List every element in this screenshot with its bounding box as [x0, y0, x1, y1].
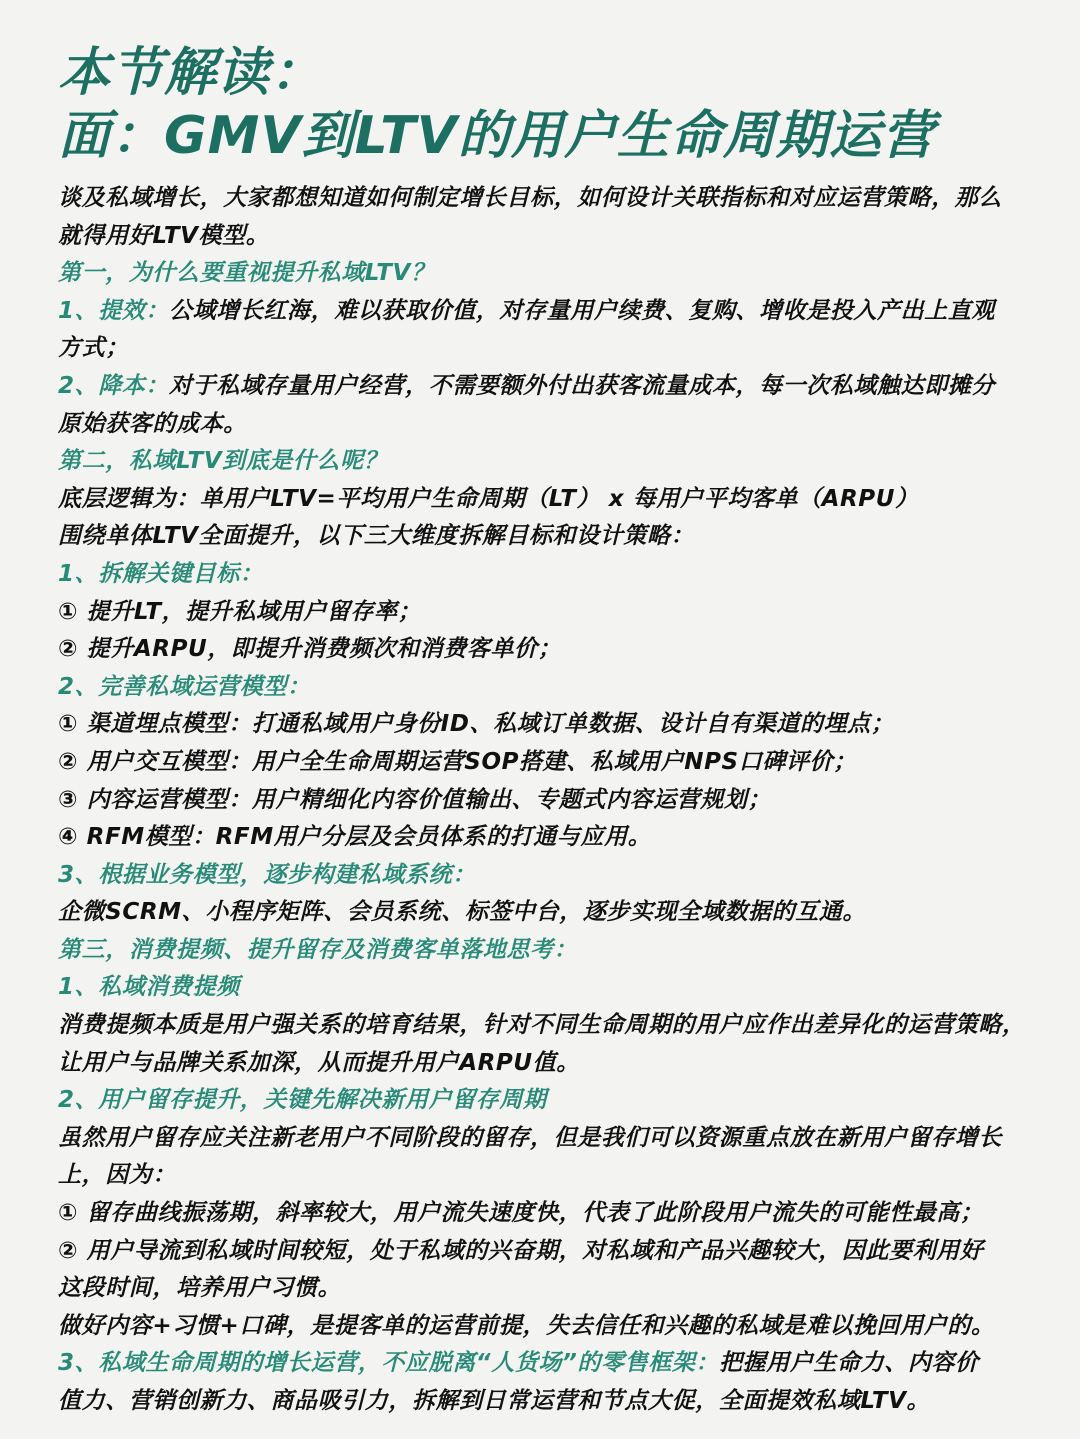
section-heading: 3、根据业务模型，逐步构建私域系统：: [58, 861, 476, 888]
paragraph-line: ① 提升LT，提升私域用户留存率；: [58, 598, 422, 625]
paragraph-line: ② 用户交互模型：用户全生命周期运营SOP搭建、私域用户NPS口碑评价；: [58, 748, 857, 775]
title-line-1: 本节解读：: [58, 43, 324, 103]
article-body: [58, 180, 1036, 1421]
paragraph-line: 企微SCRM、小程序矩阵、会员系统、标签中台，逐步实现全域数据的互通。: [58, 899, 867, 926]
section-heading: 1、私域消费提频: [58, 974, 240, 1001]
paragraph-label: 1、提效：: [58, 297, 170, 324]
paragraph-line: 谈及私域增长，大家都想知道如何制定增长目标，如何设计关联指标和对应运营策略，那么: [58, 185, 1002, 211]
paragraph-line: ② 提升ARPU，即提升消费频次和消费客单价；: [58, 636, 562, 663]
paragraph-line: ② 用户导流到私域时间较短，处于私域的兴奋期，对私域和产品兴趣较大，因此要利用好: [58, 1237, 984, 1264]
labeled-paragraph-line: [58, 1345, 1036, 1383]
paragraph-line: 虽然用户留存应关注新老用户不同阶段的留存，但是我们可以资源重点放在新用户留存增长: [58, 1124, 1002, 1151]
page-title: [58, 42, 1036, 168]
paragraph-line: 上，因为：: [58, 1162, 176, 1189]
section-heading: 2、用户留存提升，关键先解决新用户留存周期: [58, 1087, 547, 1114]
labeled-paragraph-line: [58, 368, 1036, 406]
section-heading: 2、完善私域运营模型：: [58, 673, 311, 700]
paragraph-line: ③ 内容运营模型：用户精细化内容价值输出、专题式内容运营规划；: [58, 786, 772, 813]
section-heading: 第三，消费提频、提升留存及消费客单落地思考：: [58, 936, 578, 963]
paragraph-text: 公域增长红海，难以获取价值，对存量用户续费、复购、增收是投入产出上直观: [169, 297, 996, 324]
paragraph-label: 3、私域生命周期的增长运营，不应脱离“人货场”的零售框架：: [58, 1350, 720, 1377]
title-line-2: 面：GMV到LTV的用户生命周期运营: [58, 106, 935, 166]
paragraph-line: 做好内容+习惯+口碑，是提客单的运营前提，失去信任和兴趣的私域是难以挽回用户的。: [58, 1312, 995, 1339]
paragraph-line: 原始获客的成本。: [58, 410, 247, 437]
paragraph-text: 把握用户生命力、内容价: [719, 1350, 979, 1377]
paragraph-text: 对于私域存量用户经营，不需要额外付出获客流量成本，每一次私域触达即摊分: [169, 372, 996, 399]
paragraph-line: 围绕单体LTV全面提升，以下三大维度拆解目标和设计策略：: [58, 523, 695, 550]
paragraph-line: 这段时间，培养用户习惯。: [58, 1275, 342, 1302]
paragraph-line: 就得用好LTV模型。: [58, 222, 270, 249]
paragraph-line: 消费提频本质是用户强关系的培育结果，针对不同生命周期的用户应作出差异化的运营策略，: [58, 1012, 1026, 1039]
paragraph-line: ④ RFM模型：RFM用户分层及会员体系的打通与应用。: [58, 824, 652, 851]
section-heading: 第一，为什么要重视提升私域LTV？: [58, 260, 435, 287]
paragraph-line: 值力、营销创新力、商品吸引力，拆解到日常运营和节点大促，全面提效私域LTV。: [58, 1388, 931, 1414]
paragraph-line: 底层逻辑为：单用户LTV=平均用户生命周期（LT） x 每用户平均客单（ARPU）: [58, 485, 919, 512]
section-heading: 1、拆解关键目标：: [58, 560, 264, 587]
paragraph-line: ① 渠道埋点模型：打通私域用户身份ID、私域订单数据、设计自有渠道的埋点；: [58, 711, 895, 738]
paragraph-line: 方式；: [58, 335, 129, 362]
paragraph-label: 2、降本：: [58, 372, 170, 399]
paragraph-line: 让用户与品牌关系加深，从而提升用户ARPU值。: [58, 1049, 580, 1076]
section-heading: 第二，私域LTV到底是什么呢？: [58, 448, 388, 475]
paragraph-line: ① 留存曲线振荡期，斜率较大，用户流失速度快，代表了此阶段用户流失的可能性最高；: [58, 1200, 984, 1227]
labeled-paragraph-line: [58, 293, 1036, 331]
